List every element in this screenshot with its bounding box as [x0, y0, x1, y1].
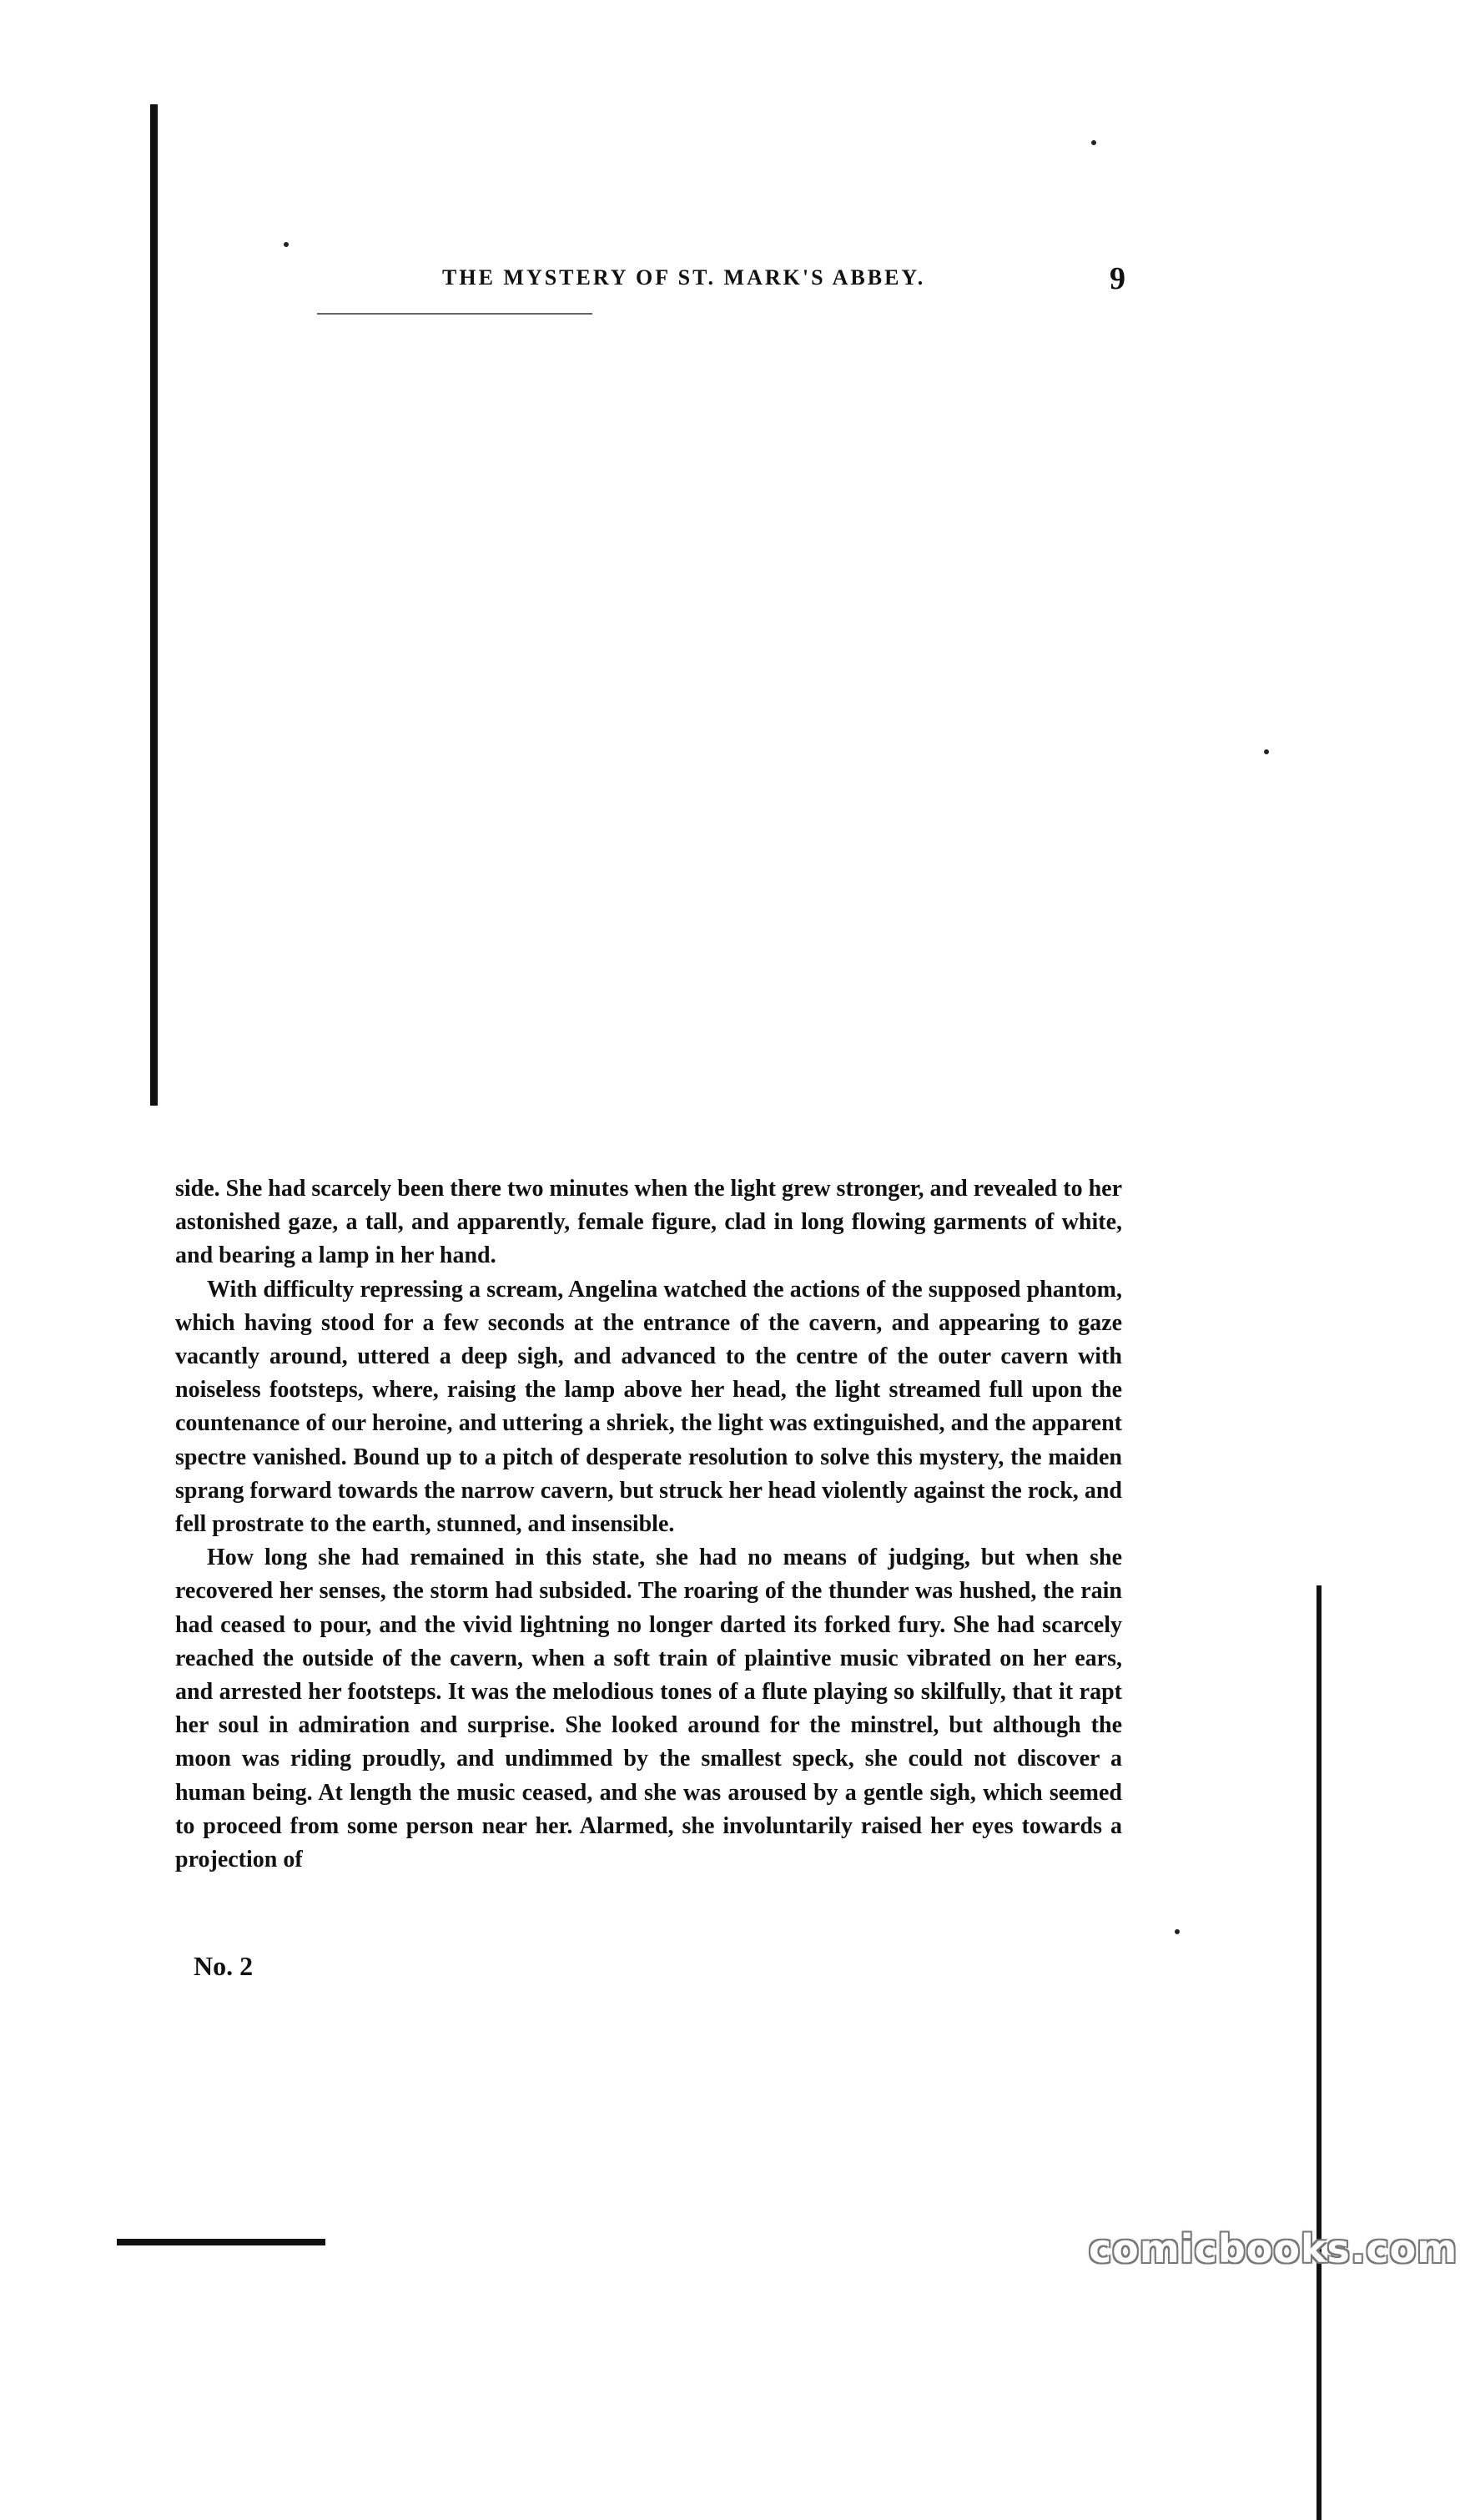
scan-speck: [1091, 140, 1096, 145]
paragraph: How long she had remained in this state, she had no means of judging, but when she recovered her senses, the storm had subsided. The roaring of the thunder was hushed, the rain had ceased to pour, and the vivid lightning no longer darted its forked fury. She had scarcely reached the outside of the cavern, when a soft train of plaintive music vibrated on her ears, and arrested her footsteps. It was the melodious tones of a flute playing so skilfully, that it rapt her soul in admiration and surprise. She looked around for the minstrel, but although the moon was riding proudly, and undimmed by the smallest speck, she could not discover a human being. At length the music ceased, and she was aroused by a gentle sigh, which seemed to proceed from some person near her. Alarmed, she involuntarily raised her eyes towards a projection of: [175, 1545, 1122, 1873]
scan-speck: [284, 242, 289, 247]
body-text: [175, 1172, 1122, 1877]
paragraph: With difficulty repressing a scream, Angelina watched the actions of the supposed phantom, which having stood for a few seconds at the entrance of the cavern, and appearing to gaze vacantly around, uttered a deep sigh, and advanced to the centre of the outer cavern with noiseless footsteps, where, raising the lamp above her head, the light streamed full upon the countenance of our heroine, and uttering a shriek, the light was extinguished, and the apparent spectre vanished. Bound up to a pitch of desperate resolution to solve this mystery, the maiden sprang forward towards the narrow cavern, but struck her head violently against the rock, and fell prostrate to the earth, stunned, and insensible.: [175, 1276, 1122, 1538]
paragraph: side. She had scarcely been there two minutes when the light grew stronger, and revealed to her astonished gaze, a tall, and apparently, female figure, clad in long flowing garments of white, and bearing a lamp in her hand.: [175, 1176, 1122, 1269]
header-rule: [317, 313, 592, 315]
site-watermark: comicbooks.com: [1089, 2226, 1458, 2271]
scan-speck: [1175, 1929, 1180, 1934]
scan-edge-right: [1317, 1585, 1322, 2520]
signature-mark: No. 2: [194, 1951, 254, 1981]
page-number: 9: [1110, 261, 1125, 296]
scan-smudge: [117, 2239, 325, 2245]
scan-speck: [1264, 749, 1269, 754]
running-title: THE MYSTERY OF ST. MARK'S ABBEY.: [442, 265, 926, 290]
scan-edge-left: [150, 104, 158, 1106]
